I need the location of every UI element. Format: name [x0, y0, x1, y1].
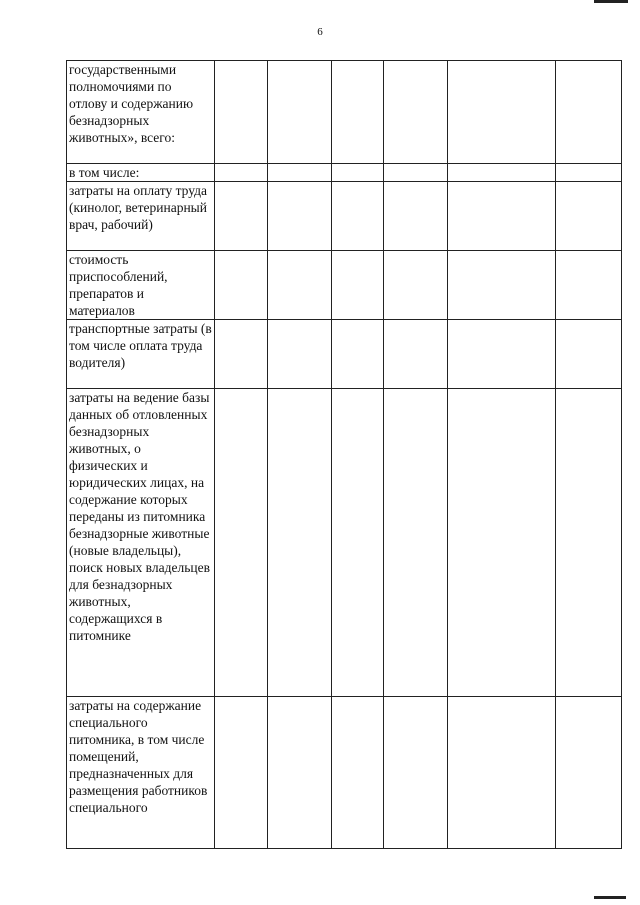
table-row	[67, 320, 622, 389]
table-cell	[268, 697, 332, 849]
scan-mark-top	[594, 0, 628, 3]
table-cell	[268, 251, 332, 320]
row-label: стоимость приспособлений, препаратов и материалов	[67, 251, 215, 320]
table-cell	[215, 164, 268, 182]
table-cell	[332, 164, 384, 182]
table-cell	[332, 697, 384, 849]
cost-table	[66, 60, 622, 849]
table-cell	[448, 697, 556, 849]
table-cell	[215, 320, 268, 389]
table-cell	[332, 251, 384, 320]
table-cell	[384, 320, 448, 389]
row-label: государственными полномочиями по отлову и содержанию безнадзорных животных», всего:	[67, 61, 215, 164]
table-cell	[556, 182, 622, 251]
table-row	[67, 164, 622, 182]
table-cell	[384, 697, 448, 849]
table-row	[67, 182, 622, 251]
table-cell	[384, 61, 448, 164]
table-cell	[268, 164, 332, 182]
table-cell	[215, 697, 268, 849]
table-cell	[332, 182, 384, 251]
table-cell	[384, 251, 448, 320]
table-cell	[215, 61, 268, 164]
table-cell	[268, 61, 332, 164]
row-label: транспортные затраты (в том числе оплата труда водителя)	[67, 320, 215, 389]
row-label: затраты на содержание специального питомника, в том числе помещений, предназначенных для размещения работников специального	[67, 697, 215, 849]
table-cell	[448, 182, 556, 251]
table-cell	[448, 61, 556, 164]
table-row	[67, 61, 622, 164]
table-cell	[556, 697, 622, 849]
table-cell	[384, 182, 448, 251]
table-cell	[268, 320, 332, 389]
table-cell	[448, 389, 556, 697]
table-row	[67, 251, 622, 320]
table-cell	[332, 389, 384, 697]
table-cell	[448, 164, 556, 182]
table-row	[67, 389, 622, 697]
row-label: затраты на ведение базы данных об отловленных безнадзорных животных, о физических и юридических лицах, на содержание которых переданы из питомника безнадзорные животные (новые владельцы), поиск новых владельцев для безнадзорных животных, содержащихся в питомнике	[67, 389, 215, 697]
scan-mark-bottom	[594, 896, 626, 899]
table-cell	[268, 389, 332, 697]
table-cell	[268, 182, 332, 251]
table-cell	[556, 389, 622, 697]
table-cell	[215, 389, 268, 697]
table-cell	[332, 61, 384, 164]
table-cell	[384, 164, 448, 182]
row-label: затраты на оплату труда (кинолог, ветеринарный врач, рабочий)	[67, 182, 215, 251]
table-cell	[448, 251, 556, 320]
page-number: 6	[317, 26, 323, 38]
table-cell	[215, 182, 268, 251]
table-cell	[384, 389, 448, 697]
table-cell	[556, 320, 622, 389]
table-cell	[215, 251, 268, 320]
table-cell	[556, 251, 622, 320]
table-cell	[448, 320, 556, 389]
table-row	[67, 697, 622, 849]
table-cell	[556, 61, 622, 164]
table-cell	[332, 320, 384, 389]
table-cell	[556, 164, 622, 182]
row-label: в том числе:	[67, 164, 215, 182]
